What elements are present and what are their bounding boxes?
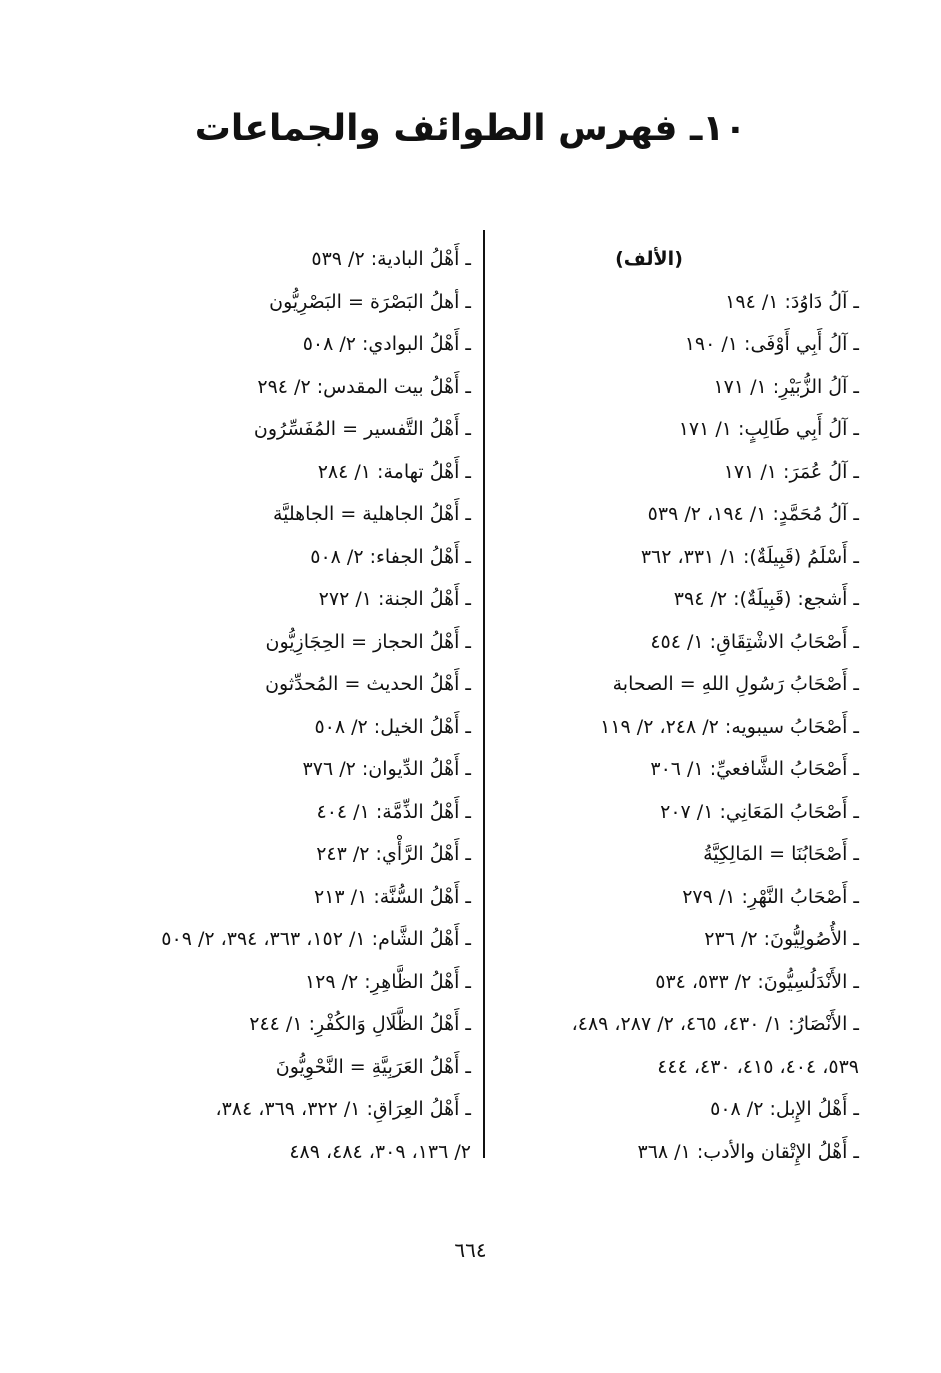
index-entry: ـ أَهْلُ بيت المقدس: ٢/ ٢٩٤	[257, 375, 471, 398]
index-entry: ـ أَهْلُ البوادي: ٢/ ٥٠٨	[302, 333, 471, 355]
index-entry: ـ أَهْلُ الإِبل: ٢/ ٥٠٨	[710, 1098, 859, 1120]
index-entry: ـ آلُ دَاوُدَ: ١/ ١٩٤	[725, 290, 859, 313]
left-column	[31, 238, 471, 1173]
index-entry: ـ أَهْلُ الخيل: ٢/ ٥٠٨	[314, 715, 471, 738]
page-title: ١٠ـ فهرس الطوائف والجماعات	[194, 108, 747, 149]
index-entry: ـ أَهْلُ الظَّلَالِ وَالكُفْرِ: ١/ ٢٤٤	[249, 1013, 471, 1035]
index-entry: ـ أهلُ البَصْرَة = البَصْرِيُّون	[269, 290, 471, 313]
index-entry: ـ أَهْلُ الجفاء: ٢/ ٥٠٨	[310, 545, 471, 568]
section-heading: (الألف)	[615, 248, 683, 270]
index-entry: ـ أَهْلُ البادية: ٢/ ٥٣٩	[311, 248, 471, 270]
index-entry: ـ أَهْلُ تهامة: ١/ ٢٨٤	[317, 460, 471, 483]
index-entry: ـ أَصْحَابُ رَسُولِ اللهِ = الصحابة	[612, 673, 859, 695]
index-entry: ـ أَصْحَابُنَا = المَالِكِيَّةُ	[703, 843, 859, 865]
index-entry-continuation: ٢/ ١٣٦، ٣٠٩، ٤٨٤، ٤٨٩	[289, 1140, 471, 1163]
index-entry: ـ أَصْحَابُ سيبويه: ٢/ ٢٤٨، ٢/ ١١٩	[600, 715, 859, 738]
page-number: ٦٦٤	[454, 1238, 487, 1262]
index-entry: ـ أَهْلُ التَّفسير = المُفَسِّرُون	[253, 418, 471, 440]
index-entry: ـ أَهْلُ الدِّيوان: ٢/ ٣٧٦	[302, 758, 471, 780]
index-entry: ـ أَهْلُ الإِتْقان والأدب: ١/ ٣٦٨	[637, 1140, 859, 1163]
index-entry: ـ أَصْحَابُ المَعَانِي: ١/ ٢٠٧	[660, 800, 859, 823]
index-entry: ـ أَصْحَابُ النَّهْرِ: ١/ ٢٧٩	[682, 885, 859, 908]
index-entry: ـ أَهْلُ العَرَبِيَّةِ = النَّحْوِيُّونَ	[275, 1055, 471, 1078]
index-entry: ـ آلُ مُحَمَّدٍ: ١/ ١٩٤، ٢/ ٥٣٩	[647, 503, 859, 525]
index-entry: ـ أَهْلُ الجاهلية = الجاهليَّة	[272, 503, 471, 525]
index-entry: ـ آلُ أَبِي أَوْفَى: ١/ ١٩٠	[684, 333, 859, 355]
index-entry: ـ أَهْلُ الظَّاهِرِ: ٢/ ١٢٩	[304, 970, 471, 993]
index-entry: ـ الأَنْدَلُسِيُّونَ: ٢/ ٥٣٣، ٥٣٤	[655, 970, 859, 993]
index-entry: ـ أَهْلُ الشَّام: ١/ ١٥٢، ٣٦٣، ٣٩٤، ٢/ ٥٠٩	[161, 928, 471, 950]
index-entry: ـ أَهْلُ الجنة: ١/ ٢٧٢	[318, 588, 471, 610]
column-divider	[483, 230, 485, 1158]
index-entry: ـ أَهْلُ الرَّأْي: ٢/ ٢٤٣	[316, 843, 471, 865]
index-entry: ـ أَهْلُ العِرَاقِ: ١/ ٣٢٢، ٣٦٩، ٣٨٤،	[215, 1098, 471, 1120]
index-entry: ـ الأُصُولِيُّونَ: ٢/ ٢٣٦	[704, 928, 859, 950]
index-entry: ـ الأَنْصَارُ: ١/ ٤٣٠، ٤٦٥، ٢/ ٢٨٧، ٤٨٩،	[571, 1013, 859, 1035]
right-column	[499, 238, 859, 1173]
index-entry: ـ أَهْلُ الحديث = المُحدِّثون	[265, 673, 471, 695]
index-entry: ـ أَشجع: (قَبِيلَةٌ): ٢/ ٣٩٤	[673, 588, 859, 610]
index-entry: ـ آلُ الزُّبَيْرِ: ١/ ١٧١	[713, 375, 859, 398]
index-entry: ـ أَسْلَمُ (قَبِيلَةٌ): ١/ ٣٣١، ٣٦٢	[640, 545, 859, 568]
index-entry: ـ أَصْحَابُ الشَّافعيِّ: ١/ ٣٠٦	[650, 758, 859, 780]
index-entry: ـ أَصْحَابُ الاشْتِقَاقِ: ١/ ٤٥٤	[650, 630, 859, 653]
index-entry: ـ أَهْلُ الحجاز = الحِجَازِيُّون	[265, 630, 471, 653]
index-entry: ـ أَهْلُ السُّنَّة: ١/ ٢١٣	[313, 885, 471, 908]
index-entry: ـ آلُ عُمَرَ: ١/ ١٧١	[723, 460, 859, 483]
index-entry-continuation: ٥٣٩، ٤٠٤، ٤١٥، ٤٣٠، ٤٤٤	[657, 1055, 859, 1078]
index-entry: ـ أَهْلُ الذِّمَّة: ١/ ٤٠٤	[316, 800, 471, 823]
index-entry: ـ آلُ أَبِي طَالِبٍ: ١/ ١٧١	[678, 418, 859, 440]
